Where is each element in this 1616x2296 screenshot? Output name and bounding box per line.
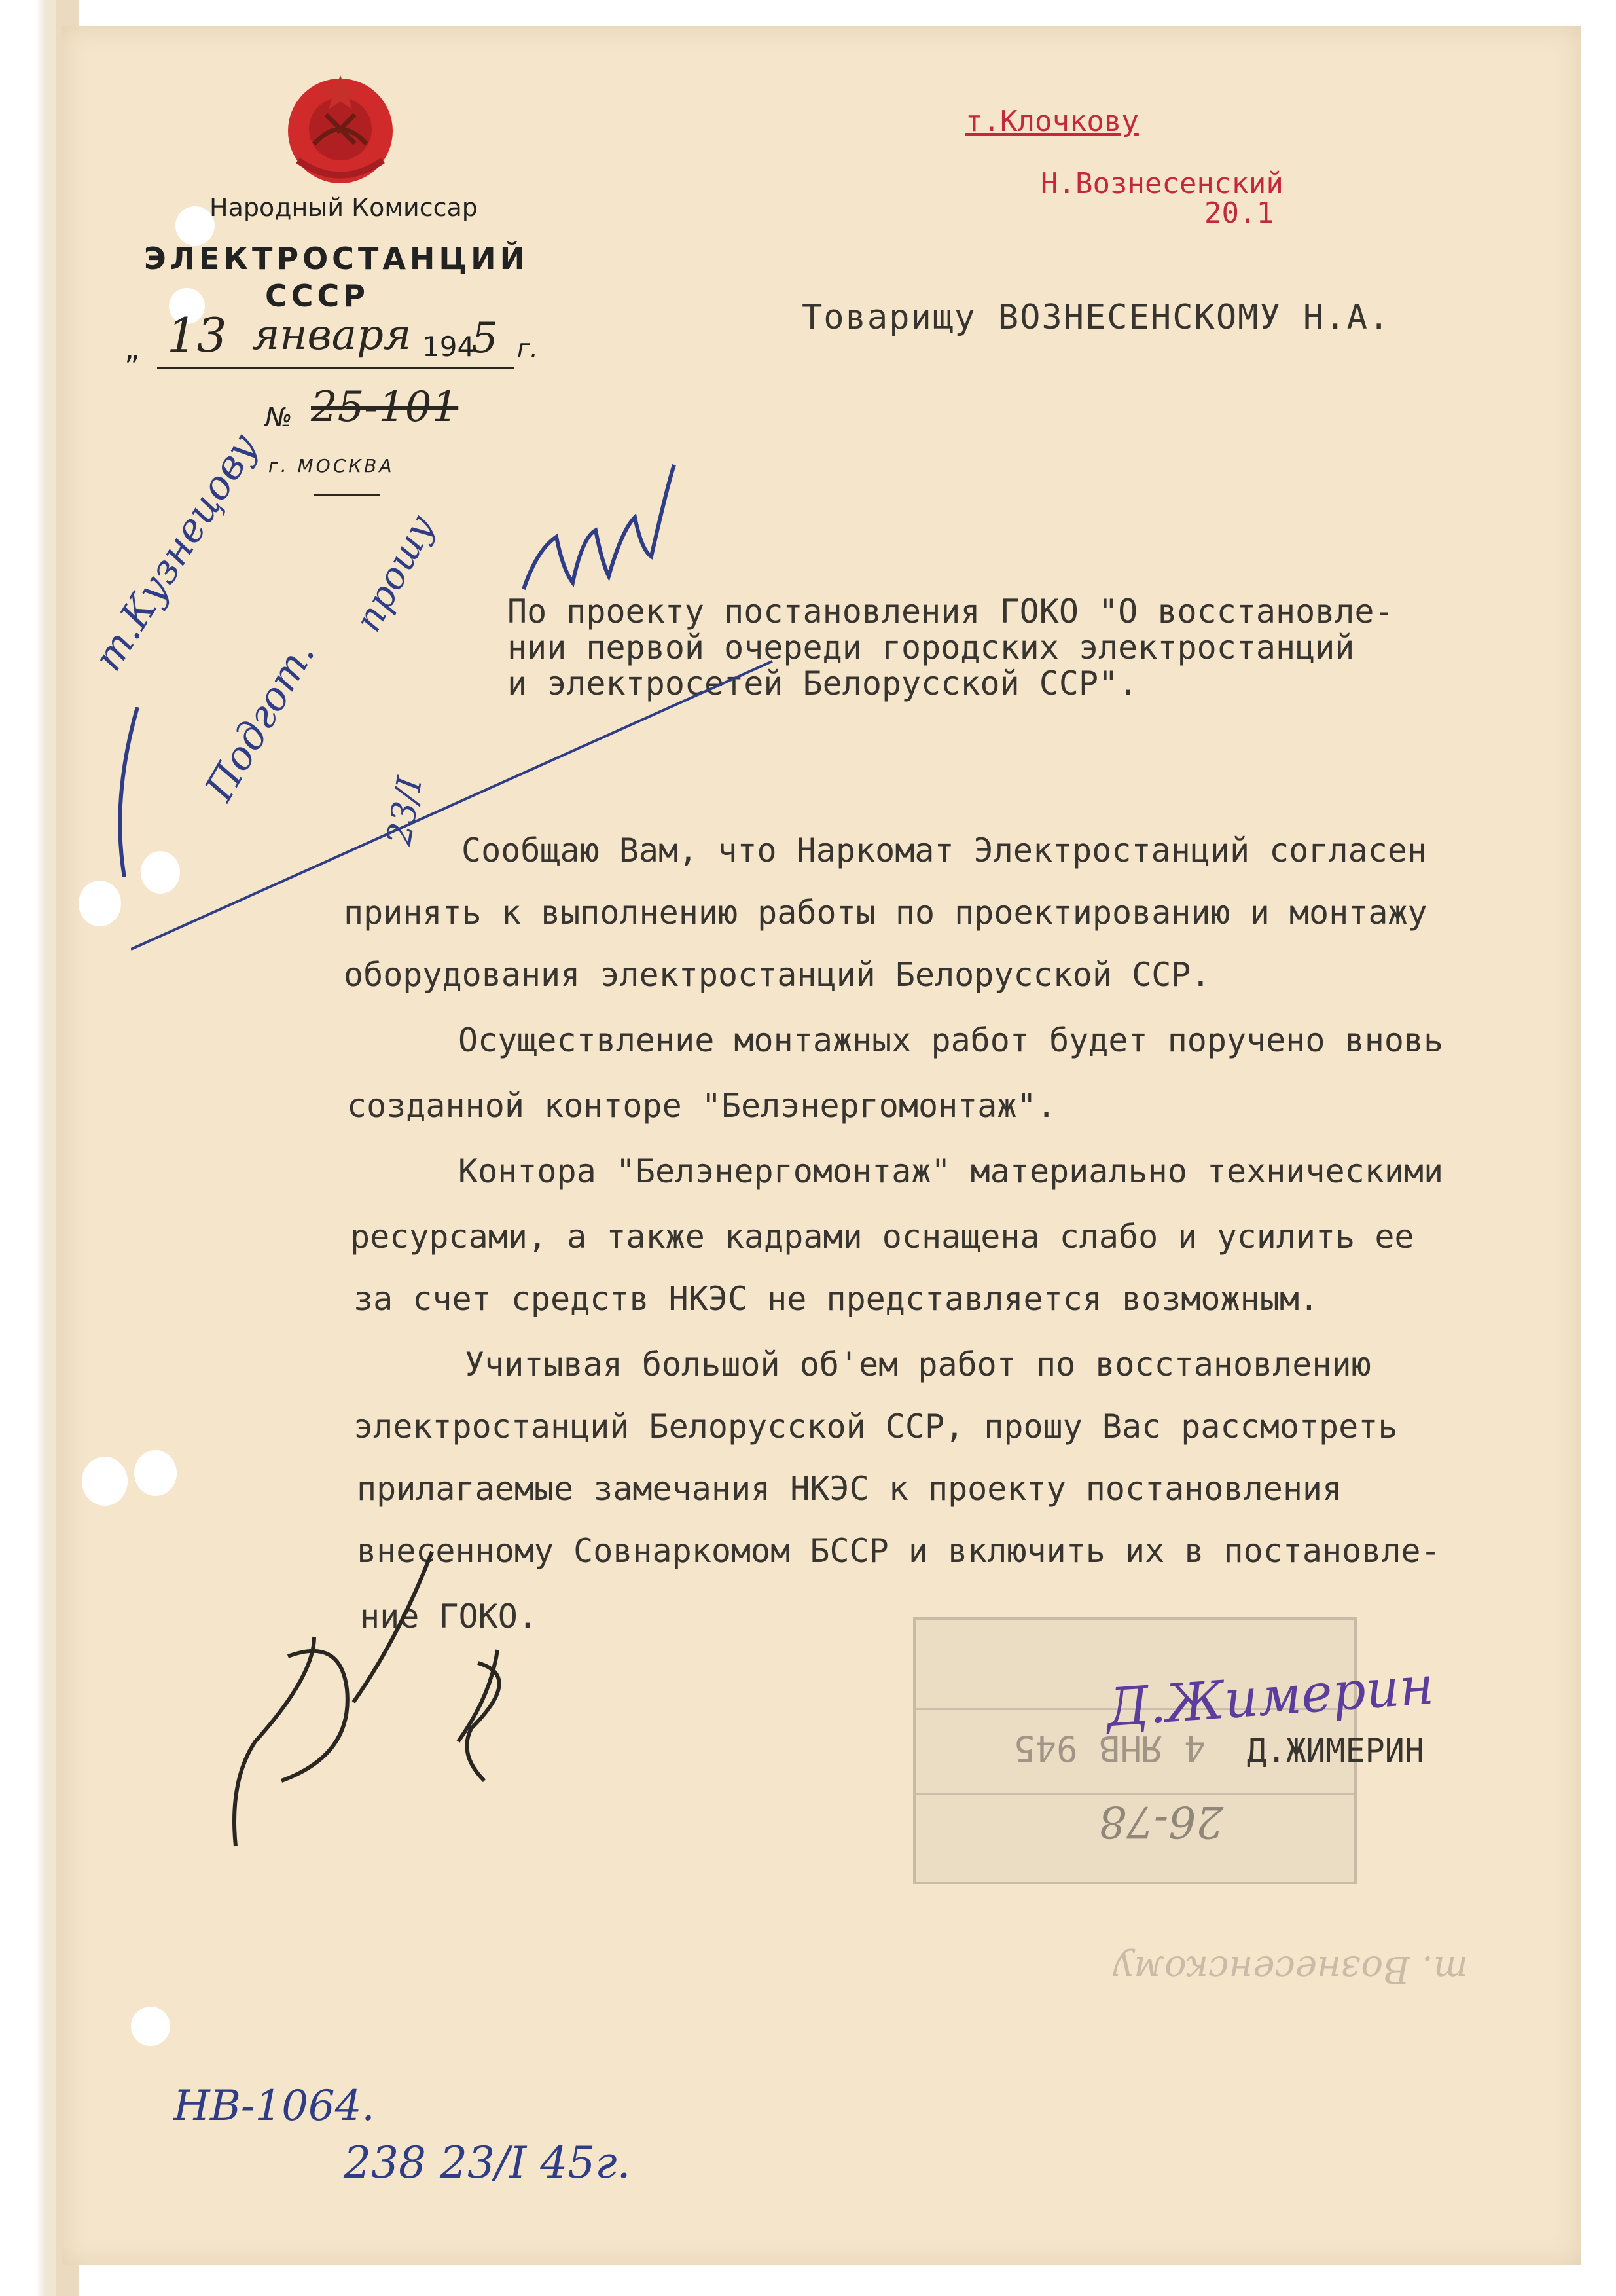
date-year-written: 5 bbox=[471, 314, 498, 363]
letterhead-country: СССР bbox=[265, 278, 369, 314]
letterhead-title: Народный Комиссар bbox=[209, 193, 478, 222]
date-underline bbox=[157, 367, 514, 369]
punch-hole bbox=[82, 1457, 128, 1506]
body-line: внесенному Совнаркомом БССР и включить их в постановле- bbox=[357, 1532, 1441, 1570]
margin-date: 23/I bbox=[380, 774, 431, 848]
body-line: созданной конторе "Белэнергомонтаж". bbox=[347, 1087, 1056, 1125]
left-margin-stroke bbox=[98, 707, 151, 877]
body-line: ресурсами, а также кадрами оснащена слабо и усилить ее bbox=[350, 1218, 1414, 1256]
city-underline bbox=[314, 494, 380, 496]
date-day: 13 bbox=[167, 308, 227, 363]
subject-line: и электросетей Белорусской ССР". bbox=[507, 665, 1138, 702]
body-line: оборудования электростанций Белорусской ССР. bbox=[344, 956, 1211, 994]
pencil-annotation bbox=[183, 1506, 550, 1899]
body-line: электростанций Белорусской ССР, прошу Вас рассмотреть bbox=[353, 1408, 1398, 1446]
body-line: Контора "Белэнергомонтаж" материально техническими bbox=[458, 1152, 1444, 1190]
date-prefix: „ bbox=[124, 331, 140, 366]
handwritten-signature: Д.Жимерин bbox=[1104, 1654, 1436, 1739]
punch-hole bbox=[134, 1450, 177, 1496]
punch-hole bbox=[175, 206, 215, 246]
bottom-code: НВ-1064. bbox=[173, 2082, 375, 2130]
body-line: принять к выполнению работы по проектированию и монтажу bbox=[344, 894, 1427, 932]
faint-note: т. Вознесенскому bbox=[1113, 1948, 1468, 1990]
body-line: прилагаемые замечания НКЭС к проекту постановления bbox=[357, 1470, 1342, 1508]
bottom-registration: 238 23/I 45г. bbox=[344, 2138, 631, 2188]
punch-hole bbox=[131, 2007, 170, 2046]
subject-line: нии первой очереди городских электростанций bbox=[507, 629, 1355, 666]
body-line: Осуществление монтажных работ будет поручено вновь bbox=[458, 1021, 1444, 1059]
routing-from: Н.Вознесенский bbox=[1041, 167, 1284, 200]
body-line: ние ГОКО. bbox=[360, 1597, 537, 1635]
stamp-date: 4 ЯНВ 945 bbox=[1014, 1728, 1206, 1769]
paper-sheet bbox=[62, 26, 1581, 2265]
margin-note: т.Кузнецову bbox=[85, 426, 268, 680]
stamp-number: 26-78 bbox=[1099, 1796, 1224, 1847]
body-line: Сообщаю Вам, что Наркомат Электростанций согласен bbox=[461, 831, 1427, 869]
body-line: Учитывая большой об'ем работ по восстановлению bbox=[465, 1345, 1371, 1383]
subject-line: По проекту постановления ГОКО "О восстановле- bbox=[507, 592, 1394, 630]
routing-date: 20.1 bbox=[1204, 196, 1274, 230]
body-line: за счет средств НКЭС не представляется возможным. bbox=[353, 1280, 1320, 1318]
margin-initials bbox=[511, 458, 681, 609]
date-year-printed: 194 bbox=[422, 331, 475, 363]
date-suffix: г. bbox=[517, 334, 539, 363]
routing-to: т.Клочкову bbox=[965, 105, 1139, 138]
city-label: г. МОСКВА bbox=[268, 455, 395, 477]
typed-signature: Д.ЖИМЕРИН bbox=[1247, 1732, 1424, 1770]
letterhead-organization: ЭЛЕКТРОСТАНЦИЙ bbox=[144, 241, 530, 276]
ussr-coat-of-arms-icon bbox=[275, 69, 406, 190]
punch-hole bbox=[79, 881, 121, 926]
addressee: Товарищу ВОЗНЕСЕНСКОМУ Н.А. bbox=[802, 298, 1391, 337]
number-prefix: № bbox=[265, 403, 293, 433]
stamp-divider bbox=[916, 1793, 1354, 1795]
margin-note: прошу bbox=[347, 508, 444, 639]
margin-note: Подгот. bbox=[196, 633, 325, 809]
date-month: января bbox=[252, 311, 412, 359]
document-number: 25-101 bbox=[311, 383, 459, 431]
diagonal-stroke bbox=[131, 655, 785, 956]
